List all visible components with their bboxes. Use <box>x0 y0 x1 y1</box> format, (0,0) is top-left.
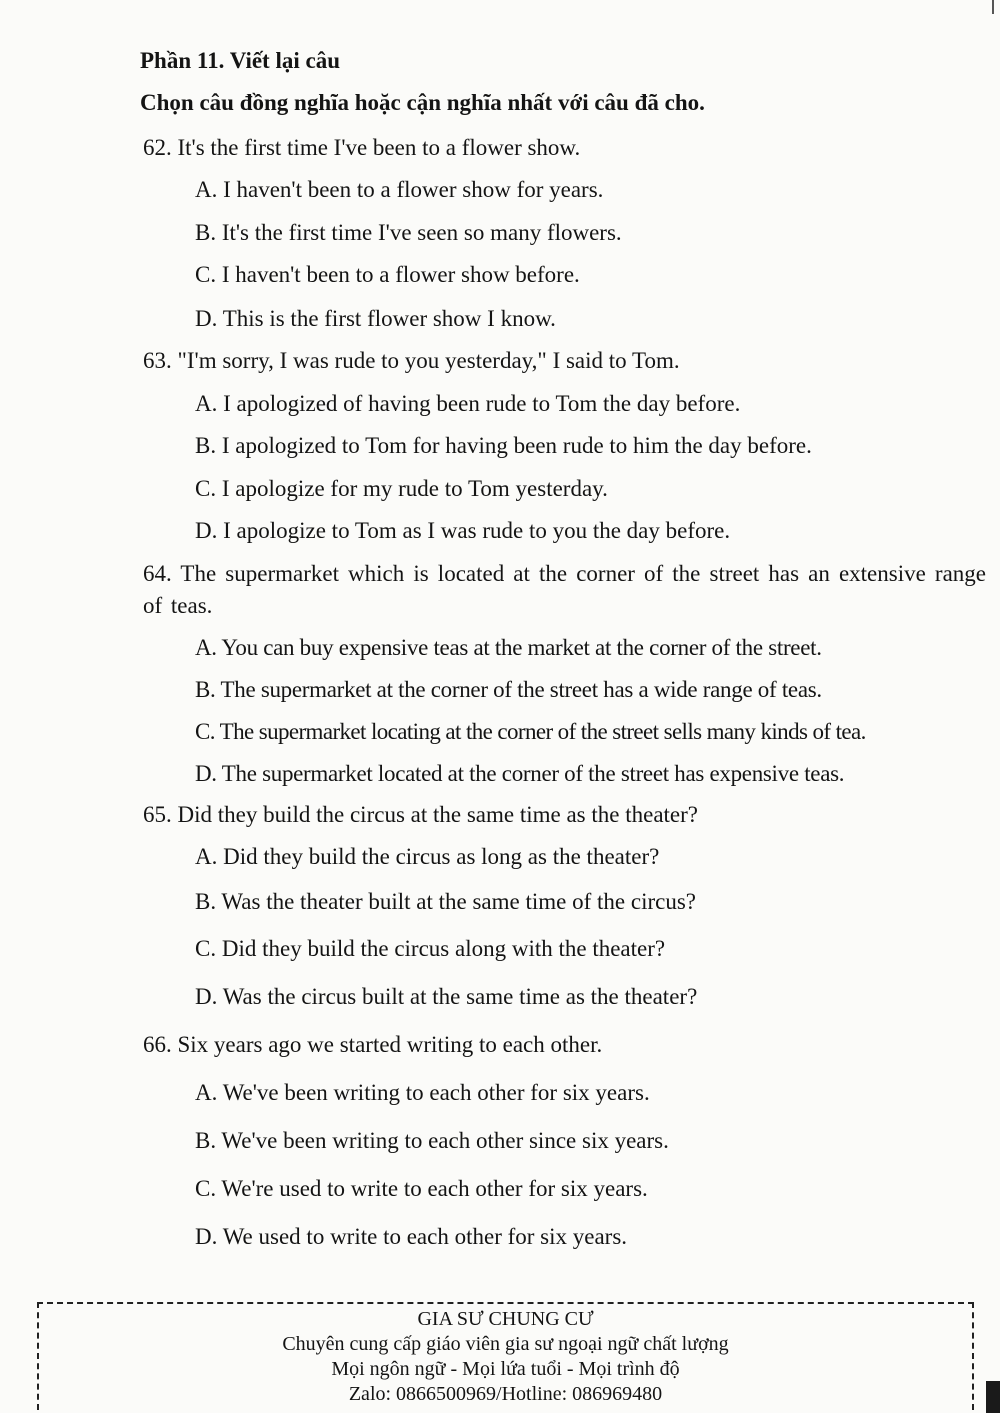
question-64-option-c: C. The supermarket locating at the corner of the street sells many kinds of tea. <box>195 719 866 744</box>
question-66-stem: 66. Six years ago we started writing to each other. <box>143 1032 603 1057</box>
question-66-option-a: A. We've been writing to each other for six years. <box>195 1080 650 1105</box>
section-title: Phần 11. Viết lại câu <box>140 48 340 73</box>
question-66-option-b: B. We've been writing to each other since six years. <box>195 1128 669 1153</box>
question-63-option-b: B. I apologized to Tom for having been rude to him the day before. <box>195 433 812 458</box>
question-63-stem: 63. "I'm sorry, I was rude to you yesterday," I said to Tom. <box>143 348 680 373</box>
section-instruction: Chọn câu đồng nghĩa hoặc cận nghĩa nhất với câu đã cho. <box>140 90 705 115</box>
question-64-stem: 64. The supermarket which is located at the corner of the street has an extensive range of teas. <box>143 561 986 618</box>
question-65-option-c: C. Did they build the circus along with the theater? <box>195 936 666 961</box>
scan-edge-mark <box>992 0 994 14</box>
question-63-option-c: C. I apologize for my rude to Tom yesterday. <box>195 476 608 501</box>
question-63-option-a: A. I apologized of having been rude to Tom the day before. <box>195 391 741 416</box>
question-62-option-c: C. I haven't been to a flower show before. <box>195 262 580 287</box>
question-65-option-a: A. Did they build the circus as long as the theater? <box>195 844 660 869</box>
question-65-option-d: D. Was the circus built at the same time as the theater? <box>195 984 698 1009</box>
question-62-option-a: A. I haven't been to a flower show for years. <box>195 177 604 202</box>
question-62-option-b: B. It's the first time I've seen so many flowers. <box>195 220 622 245</box>
question-65-option-b: B. Was the theater built at the same time of the circus? <box>195 889 697 914</box>
footer-contact: Zalo: 0866500969/Hotline: 086969480 <box>348 1383 663 1405</box>
question-64-option-b: B. The supermarket at the corner of the street has a wide range of teas. <box>195 677 822 702</box>
question-64-option-a: A. You can buy expensive teas at the market at the corner of the street. <box>195 635 822 660</box>
question-66-option-c: C. We're used to write to each other for six years. <box>195 1176 648 1201</box>
footer-scope: Mọi ngôn ngữ - Mọi lứa tuổi - Mọi trình độ <box>331 1358 680 1380</box>
question-65-stem: 65. Did they build the circus at the same time as the theater? <box>143 802 699 827</box>
question-66-option-d: D. We used to write to each other for six years. <box>195 1224 628 1249</box>
question-64-option-d: D. The supermarket located at the corner of the street has expensive teas. <box>195 761 845 786</box>
question-62-stem: 62. It's the first time I've been to a flower show. <box>143 135 581 160</box>
question-63-option-d: D. I apologize to Tom as I was rude to you the day before. <box>195 518 731 543</box>
footer-brand-name: GIA SƯ CHUNG CƯ <box>417 1308 594 1330</box>
question-62-option-d: D. This is the first flower show I know. <box>195 306 556 331</box>
footer-tagline: Chuyên cung cấp giáo viên gia sư ngoại ngữ chất lượng <box>282 1333 729 1355</box>
scan-corner-mark <box>986 1381 1000 1413</box>
